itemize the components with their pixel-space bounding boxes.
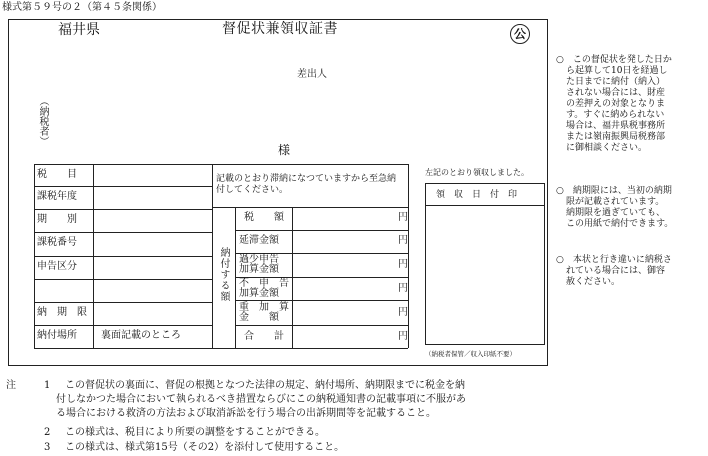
footnote-line: 付しなかつた場合において執られるべき措置ならびにこの納税通知書の記載事項に不服があ: [56, 394, 466, 405]
amount-total-label: 合 計: [244, 331, 284, 342]
amount-non-declared-label-1: 不 申 告: [239, 278, 289, 289]
page-title: 督促状兼領収証書: [222, 21, 338, 37]
footnote-line: この様式は、様式第15号（その2）を添付して使用すること。: [65, 442, 345, 453]
row-declaration-type: 申告区分: [37, 261, 77, 272]
receipt-notice: 左記のとおり領収しました。: [425, 168, 529, 177]
payment-place-value: 裏面記載のところ: [101, 330, 181, 341]
amount-heavy-label-2: 金 額: [239, 312, 279, 323]
row-tax-year: 課税年度: [37, 191, 77, 202]
row-tax-item: 税 目: [37, 169, 77, 180]
amount-tax-label: 税 額: [244, 212, 284, 223]
amount-late-fee-label: 延滞金額: [239, 235, 279, 246]
side-note-2: ○ 納期限には、当初の納期 限が記載されています。 納期限を過ぎていても、 この用紙で納付できます。: [556, 186, 674, 229]
amount-heavy-label-1: 重 加 算: [239, 302, 289, 313]
form-number: 様式第５９号の２（第４５条関係）: [2, 2, 162, 13]
taxpayer-label: （納税者）: [37, 96, 48, 146]
amount-under-declared-label-1: 過少申告: [239, 254, 279, 265]
overdue-notice: 記載のとおり滞納になつていますから至急納付してください。: [216, 174, 397, 195]
footnote-num: 3: [44, 442, 51, 453]
yen-unit: 円: [398, 259, 408, 270]
footnote-label: 注: [6, 380, 16, 391]
receipt-stamp-box: [425, 183, 545, 345]
yen-unit: 円: [398, 283, 408, 294]
row-period: 期 別: [37, 214, 77, 225]
footnote-line: この様式は、税目により所要の調整をすることができる。: [65, 427, 325, 438]
yen-unit: 円: [398, 212, 408, 223]
seal-mark: 公: [514, 27, 527, 41]
issuer: 福井県: [58, 22, 100, 38]
footnote-line: この督促状の裏面に、督促の根拠となつた法律の規定、納付場所、納期限までに税金を納: [65, 380, 465, 391]
footnote-num: 2: [44, 427, 51, 438]
sender-label: 差出人: [297, 69, 327, 80]
yen-unit: 円: [398, 235, 408, 246]
honorific: 様: [278, 143, 291, 157]
yen-unit: 円: [398, 331, 408, 342]
payment-amount-label: 納付する額: [218, 247, 229, 302]
footnote-num: 1: [44, 380, 51, 391]
row-due-date: 納 期 限: [37, 307, 87, 318]
amount-non-declared-label-2: 加算金額: [239, 288, 279, 299]
receipt-stamp-label: 領 収 日 付 印: [436, 190, 518, 200]
row-payment-place: 納付場所: [37, 330, 77, 341]
row-tax-number: 課税番号: [37, 237, 77, 248]
footnote-line: る場合における救済の方法および取消訴訟を行う場合の出訴期間等を記載すること。: [56, 408, 436, 419]
side-note-3: ○ 本状と行き違いに納税さ れている場合には、御容 赦ください。: [556, 255, 672, 287]
receipt-footer: （納税者保管／収入印紙不要）: [425, 350, 516, 358]
amount-under-declared-label-2: 加算金額: [239, 264, 279, 275]
yen-unit: 円: [398, 307, 408, 318]
side-note-1: ○ この督促状を発した日か ら起算して10日を経過し た日までに納付（納入） されない場合には、財産 の差押えの対象となりま す。すぐに納められない 場合は、福井県税事務所 または嶺南振興局税務部 に御相談ください。: [556, 55, 672, 153]
